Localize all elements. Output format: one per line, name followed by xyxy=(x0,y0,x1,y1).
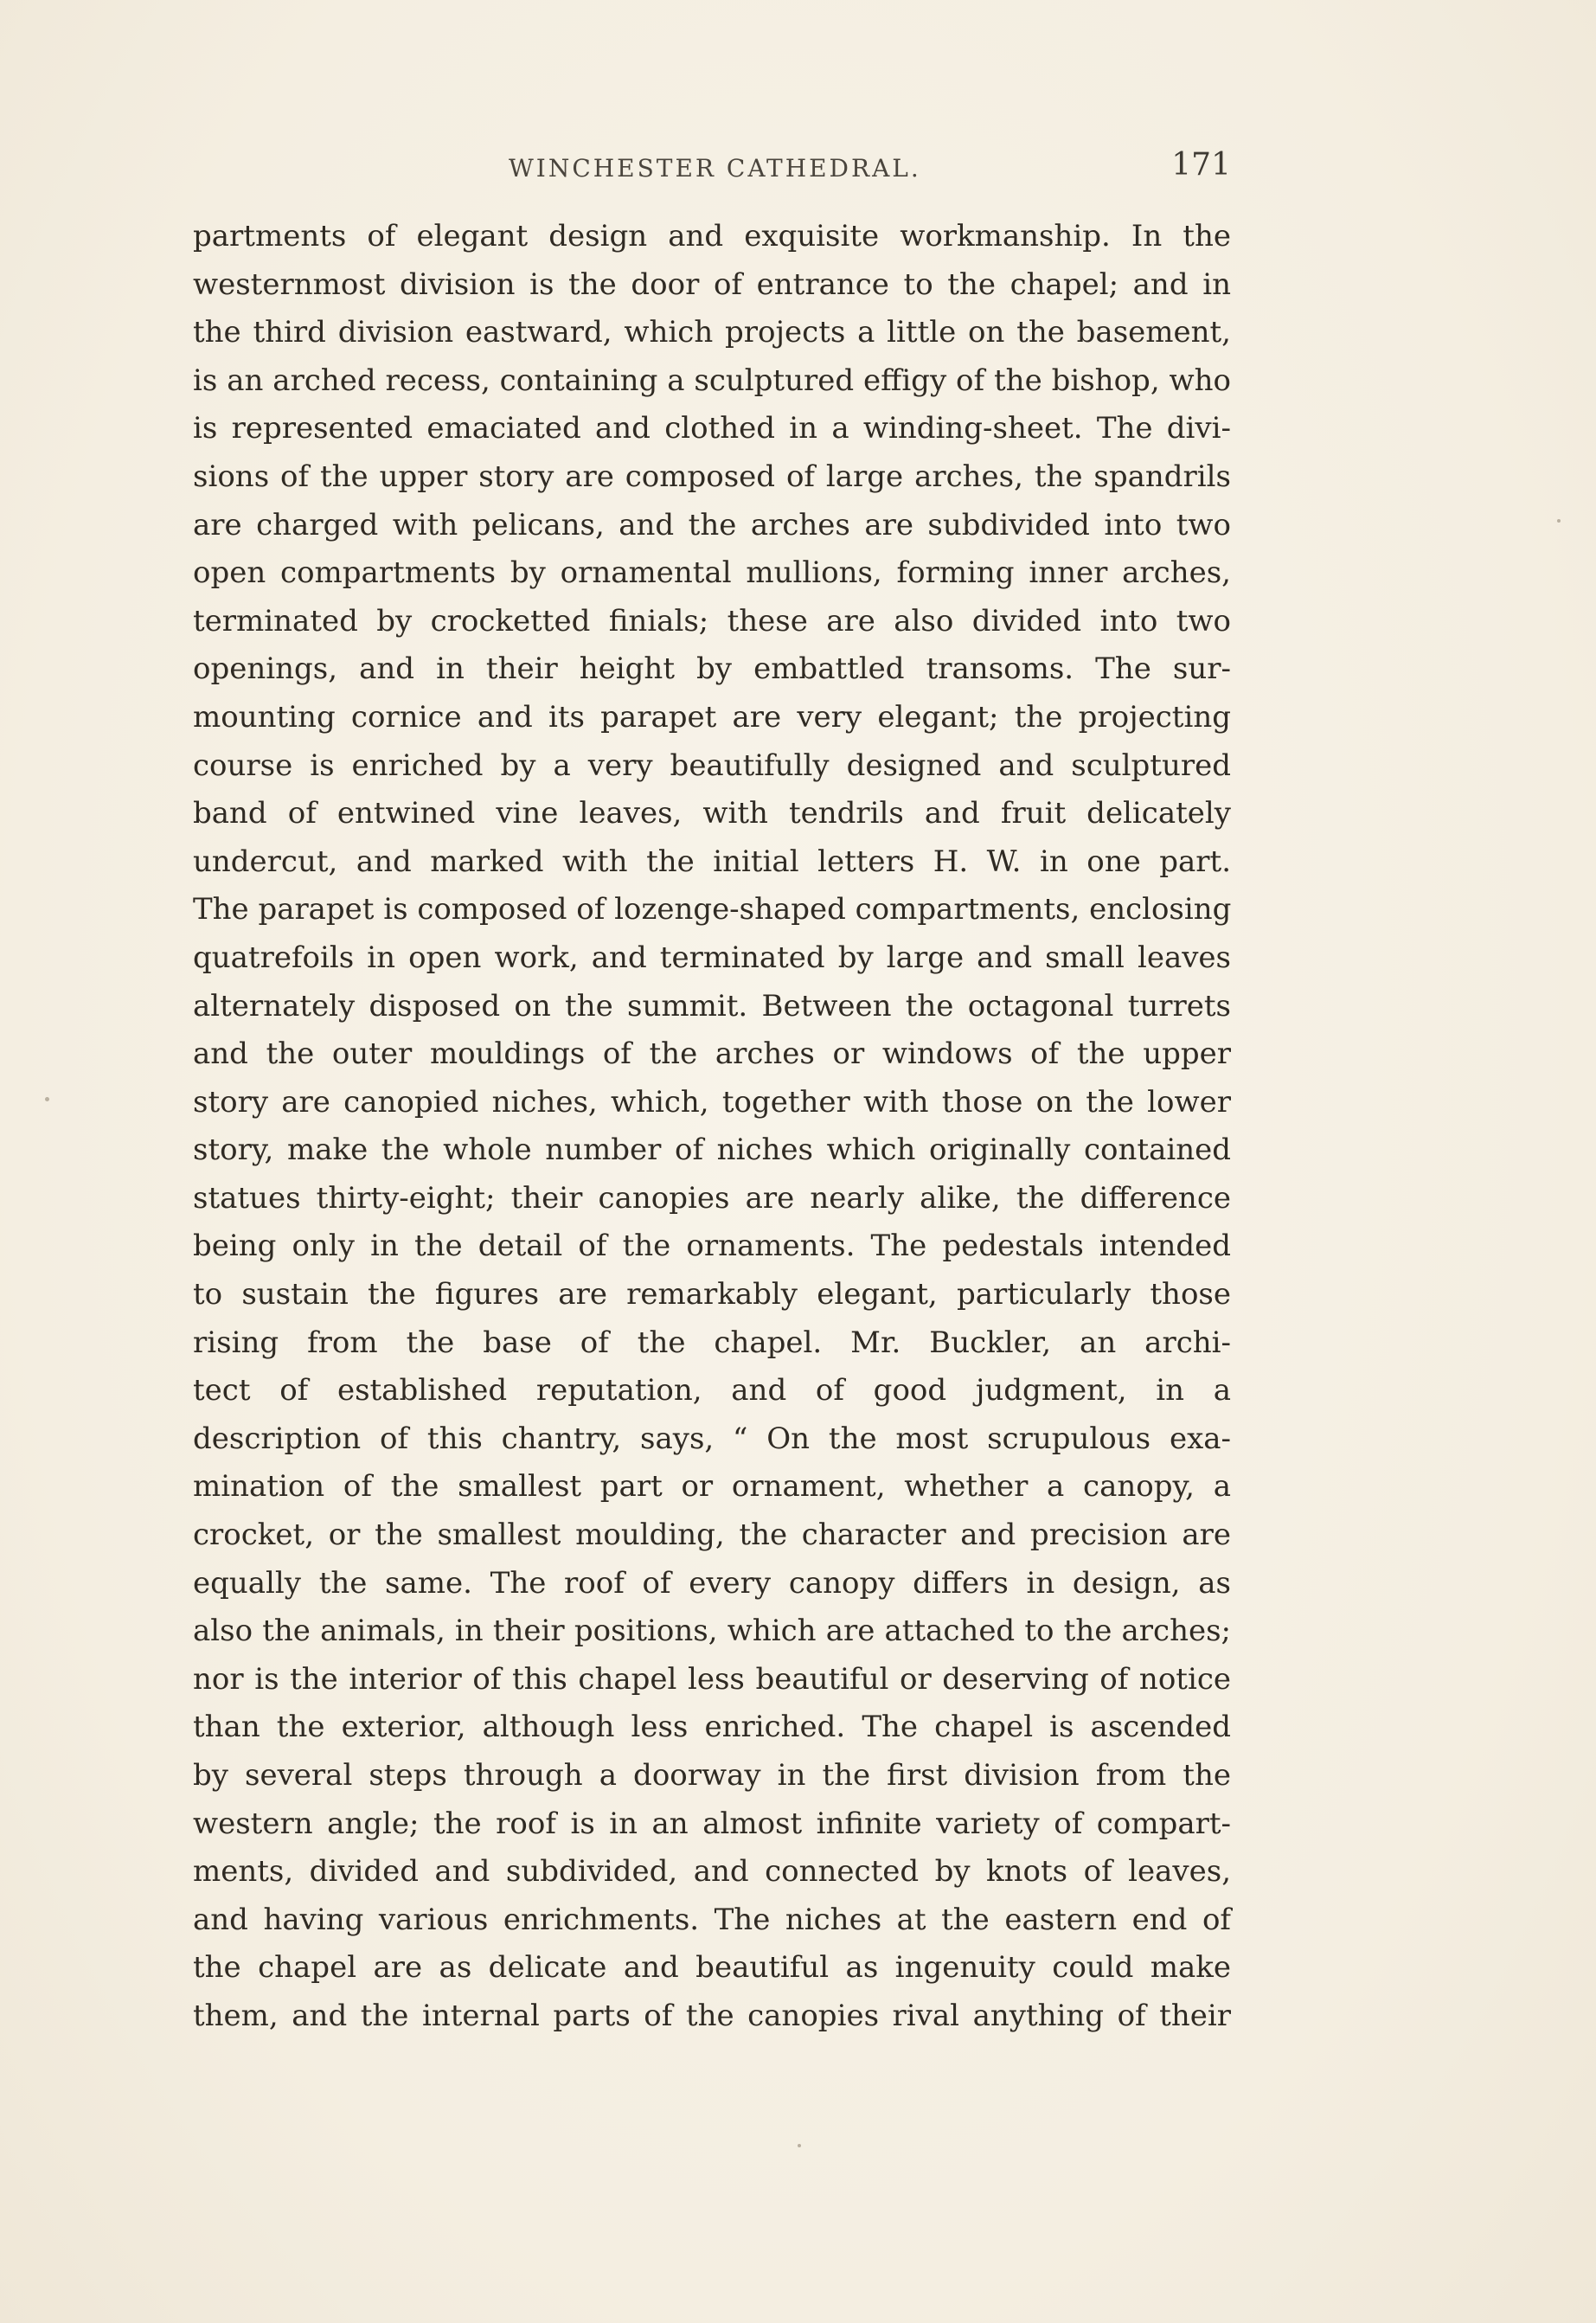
text-line: nor is the interior of this chapel less beautiful or deserving of notice xyxy=(193,1661,1231,1697)
text-line: the third division eastward, which projects a little on the basement, xyxy=(193,315,1231,350)
page-number: 171 xyxy=(1171,147,1231,183)
text-line: terminated by crocketted finials; these are also divided into two xyxy=(193,603,1231,639)
text-line: are charged with pelicans, and the arches are subdivided into two xyxy=(193,507,1231,542)
text-line: The parapet is composed of lozenge-shaped compartments, enclosing xyxy=(193,892,1232,927)
text-line: undercut, and marked with the initial letters H. W. in one part. xyxy=(193,844,1231,879)
text-line: band of entwined vine leaves, with tendrils and fruit delicately xyxy=(193,796,1231,831)
text-line: being only in the detail of the ornaments. The pedestals intended xyxy=(193,1229,1231,1264)
text-line: mination of the smallest part or ornament, whether a canopy, a xyxy=(193,1469,1231,1505)
text-line: and the outer mouldings of the arches or windows of the upper xyxy=(193,1036,1231,1072)
text-line: ments, divided and subdivided, and connected by knots of leaves, xyxy=(193,1854,1231,1890)
text-line: by several steps through a doorway in the first division from the xyxy=(193,1758,1231,1793)
text-line: description of this chantry, says, “ On the most scrupulous exa- xyxy=(193,1421,1231,1456)
text-line: is an arched recess, containing a sculptured effigy of the bishop, who xyxy=(193,363,1231,398)
text-line: partments of elegant design and exquisite workmanship. In the xyxy=(193,219,1231,253)
text-line: course is enriched by a very beautifully designed and sculptured xyxy=(193,748,1231,783)
text-line: alternately disposed on the summit. Between the octagonal turrets xyxy=(193,988,1231,1024)
paper-speck xyxy=(1557,519,1561,523)
text-line: tect of established reputation, and of good judgment, in a xyxy=(193,1373,1231,1409)
running-head xyxy=(193,147,1231,190)
text-line: story are canopied niches, which, together with those on the lower xyxy=(193,1084,1231,1120)
text-line: is represented emaciated and clothed in a winding-sheet. The divi- xyxy=(193,411,1231,446)
body-text xyxy=(193,213,1231,2041)
paper-speck xyxy=(798,2144,801,2147)
text-line: statues thirty-eight; their canopies are nearly alike, the difference xyxy=(193,1180,1231,1216)
text-line: open compartments by ornamental mullions, forming inner arches, xyxy=(193,555,1231,591)
text-line: western angle; the roof is in an almost infinite variety of compart- xyxy=(193,1806,1231,1841)
text-line: to sustain the figures are remarkably elegant, particularly those xyxy=(193,1277,1231,1312)
text-line: quatrefoils in open work, and terminated by large and small leaves xyxy=(193,940,1231,975)
text-line: story, make the whole number of niches which originally contained xyxy=(193,1133,1231,1168)
text-line: and having various enrichments. The niches at the eastern end of xyxy=(193,1902,1231,1937)
text-line: sions of the upper story are composed of large arches, the spandrils xyxy=(193,459,1231,494)
running-title: WINCHESTER CATHEDRAL. xyxy=(509,154,921,183)
text-line: the chapel are as delicate and beautiful as ingenuity could make xyxy=(193,1950,1231,1986)
text-line: crocket, or the smallest moulding, the character and precision are xyxy=(193,1518,1231,1553)
text-line: also the animals, in their positions, which are attached to the arches; xyxy=(193,1614,1231,1649)
text-line: rising from the base of the chapel. Mr. Buckler, an archi- xyxy=(193,1325,1231,1360)
text-line: than the exterior, although less enriched. The chapel is ascended xyxy=(193,1710,1231,1745)
text-line: them, and the internal parts of the canopies rival anything of their xyxy=(193,1998,1231,2033)
text-line: equally the same. The roof of every canopy differs in design, as xyxy=(193,1565,1231,1601)
text-line: westernmost division is the door of entrance to the chapel; and in xyxy=(193,266,1231,302)
text-line: openings, and in their height by embattled transoms. The sur- xyxy=(193,651,1231,687)
text-line: mounting cornice and its parapet are very elegant; the projecting xyxy=(193,699,1231,735)
paper-speck xyxy=(45,1097,49,1101)
